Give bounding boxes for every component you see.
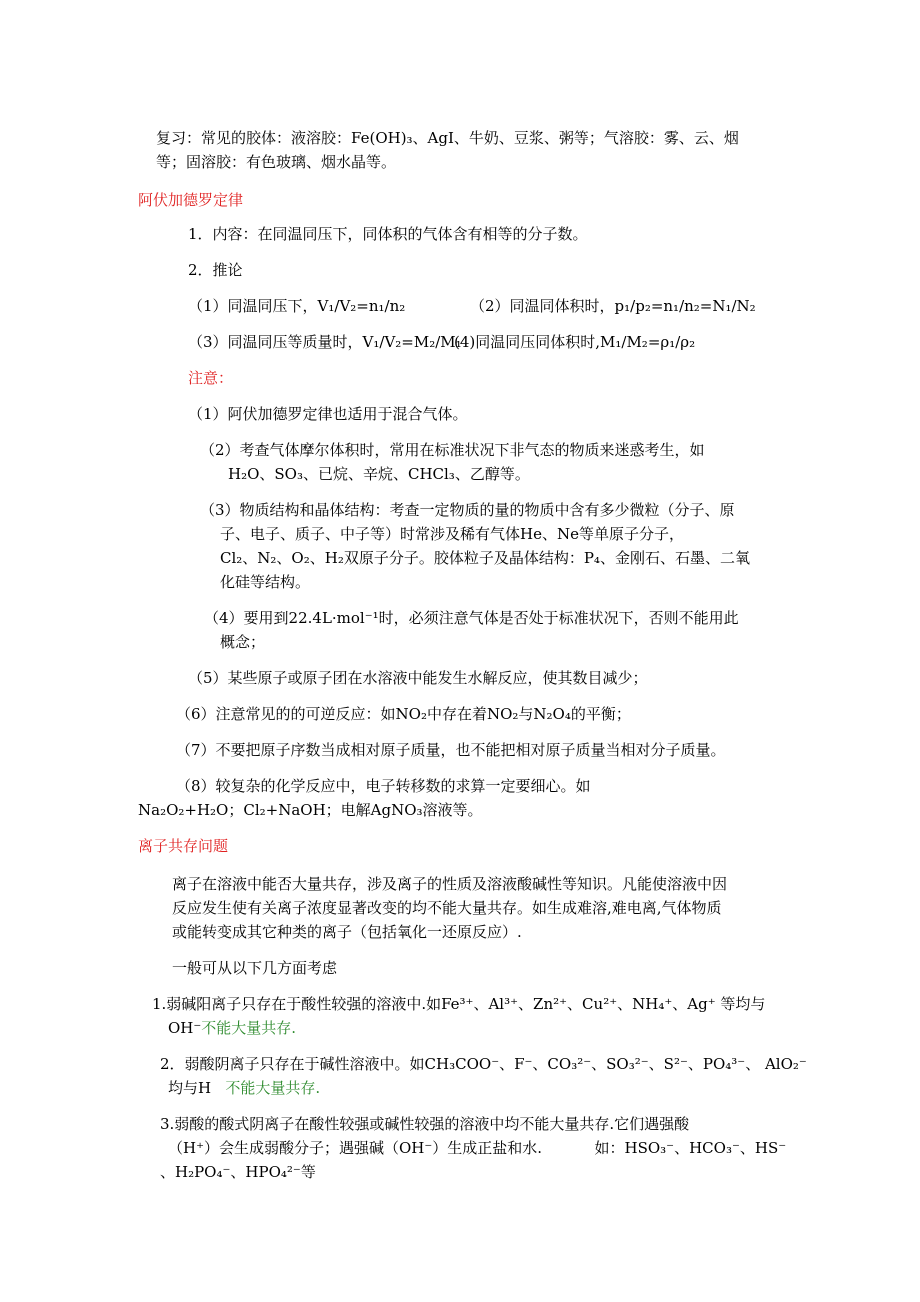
note-title: 注意： <box>188 369 234 387</box>
ions-item-3-line-2: （H⁺）会生成弱酸分子；遇强碱（OH⁻）生成正盐和水. 如：HSO₃⁻、HCO₃⁻、HS⁻ <box>168 1139 787 1157</box>
note-3-line-3: Cl₂、N₂、O₂、H₂双原子分子。胶体粒子及晶体结构：P₄、金刚石、石墨、二氧 <box>220 549 750 567</box>
avogadro-content: 1．内容：在同温同压下，同体积的气体含有相等的分子数。 <box>188 225 588 243</box>
inference-4: (4)同温同压同体积时,M₁/M₂=ρ₁/ρ₂ <box>454 333 696 351</box>
note-2-line-1: （2）考查气体摩尔体积时，常用在标准状况下非气态的物质来迷惑考生，如 <box>200 441 705 459</box>
ions-para-line-3: 或能转变成其它种类的离子（包括氧化一还原反应）. <box>172 923 522 941</box>
ions-item-2-line-1: 2．弱酸阴离子只存在于碱性溶液中。如CH₃COO⁻、F⁻、CO₃²⁻、SO₃²⁻、S²⁻、PO₄³⁻、 AlO₂⁻ <box>160 1055 807 1073</box>
note-2-line-2: H₂O、SO₃、已烷、辛烷、CHCl₃、乙醇等。 <box>228 465 530 483</box>
note-5: （5）某些原子或原子团在水溶液中能发生水解反应，使其数目减少； <box>188 669 648 687</box>
ions-para-line-1: 离子在溶液中能否大量共存，涉及离子的性质及溶液酸碱性等知识。凡能使溶液中因 <box>172 875 728 893</box>
ions-item-3-line-1: 3.弱酸的酸式阴离子在酸性较强或碱性较强的溶液中均不能大量共存.它们遇强酸 <box>160 1115 690 1133</box>
note-8-line-1: （8）较复杂的化学反应中，电子转移数的求算一定要细心。如 <box>176 777 591 795</box>
note-7: （7）不要把原子序数当成相对原子质量，也不能把相对原子质量当相对分子质量。 <box>176 741 726 759</box>
note-6: （6）注意常见的的可逆反应：如NO₂中存在着NO₂与N₂O₄的平衡； <box>176 705 631 723</box>
ions-item-1-prefix: OH⁻ <box>168 1019 202 1037</box>
ions-item-1-line-2 <box>168 1018 296 1038</box>
ions-item-2-emphasis: 不能大量共存. <box>225 1079 321 1097</box>
ions-para-line-2: 反应发生使有关离子浓度显著改变的均不能大量共存。如生成难溶,难电离,气体物质 <box>172 899 722 917</box>
ions-item-1-line-1: 1.弱碱阳离子只存在于酸性较强的溶液中.如Fe³⁺、Al³⁺、Zn²⁺、Cu²⁺、NH₄⁺、Ag⁺ 等均与 <box>152 995 766 1013</box>
ions-item-1-emphasis: 不能大量共存. <box>201 1019 297 1037</box>
ions-item-3-line-3: 、H₂PO₄⁻、HPO₄²⁻等 <box>160 1163 316 1181</box>
review-line-1: 复习：常见的胶体：液溶胶：Fe(OH)₃、AgI、牛奶、豆浆、粥等；气溶胶：雾、云、烟 <box>156 129 739 147</box>
section-title-avogadro: 阿伏加德罗定律 <box>138 191 244 209</box>
inference-1: （1）同温同压下，V₁/V₂=n₁/n₂ <box>188 297 406 315</box>
note-8-line-2: Na₂O₂+H₂O；Cl₂+NaOH；电解AgNO₃溶液等。 <box>138 801 483 819</box>
section-title-ions: 离子共存问题 <box>138 837 229 855</box>
avogadro-inference-label: 2．推论 <box>188 261 243 279</box>
note-1: （1）阿伏加德罗定律也适用于混合气体。 <box>188 405 468 423</box>
review-line-2: 等；固溶胶：有色玻璃、烟水晶等。 <box>156 153 397 171</box>
ions-item-2-prefix: 均与H <box>168 1079 226 1097</box>
note-4-line-2: 概念； <box>220 633 266 651</box>
ions-consider: 一般可从以下几方面考虑 <box>172 959 338 977</box>
inference-2: （2）同温同体积时，p₁/p₂=n₁/n₂=N₁/N₂ <box>470 297 756 315</box>
inference-3: （3）同温同压等质量时，V₁/V₂=M₂/M₁ <box>188 333 462 351</box>
note-3-line-2: 子、电子、质子、中子等）时常涉及稀有气体He、Ne等单原子分子， <box>220 525 684 543</box>
note-4-line-1: （4）要用到22.4L·mol⁻¹时，必须注意气体是否处于标准状况下，否则不能用此 <box>204 609 739 627</box>
ions-item-2-line-2 <box>168 1078 320 1098</box>
note-3-line-4: 化硅等结构。 <box>220 573 311 591</box>
note-3-line-1: （3）物质结构和晶体结构：考查一定物质的量的物质中含有多少微粒（分子、原 <box>200 501 735 519</box>
